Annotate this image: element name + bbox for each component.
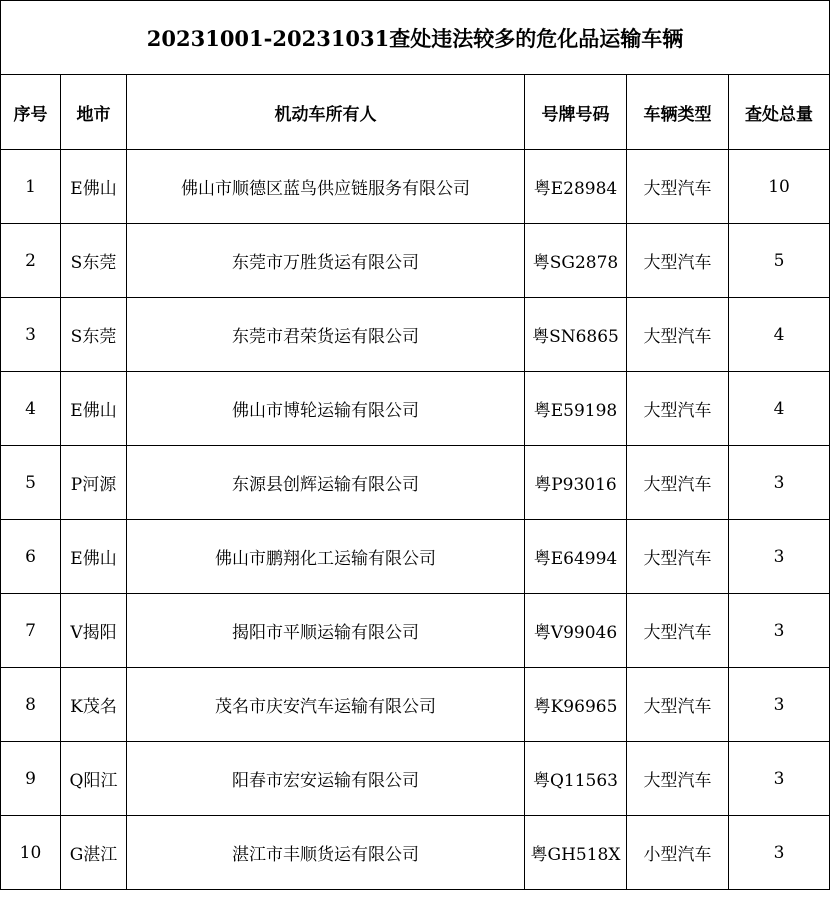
cell-vehicle-type: 大型汽车 (627, 150, 729, 224)
cell-total: 4 (729, 298, 830, 372)
cell-owner: 佛山市博轮运输有限公司 (127, 372, 525, 446)
table-row (1, 446, 830, 520)
cell-index: 5 (1, 446, 61, 520)
cell-owner: 佛山市鹏翔化工运输有限公司 (127, 520, 525, 594)
cell-plate: 粤V99046 (525, 594, 627, 668)
cell-plate: 粤E59198 (525, 372, 627, 446)
cell-index: 1 (1, 150, 61, 224)
cell-total: 3 (729, 742, 830, 816)
cell-index: 7 (1, 594, 61, 668)
cell-owner: 茂名市庆安汽车运输有限公司 (127, 668, 525, 742)
cell-plate: 粤Q11563 (525, 742, 627, 816)
cell-city: E佛山 (61, 520, 127, 594)
cell-city: G湛江 (61, 816, 127, 890)
table-row (1, 742, 830, 816)
cell-plate: 粤GH518X (525, 816, 627, 890)
cell-owner: 揭阳市平顺运输有限公司 (127, 594, 525, 668)
header-total: 查处总量 (729, 75, 830, 150)
cell-plate: 粤K96965 (525, 668, 627, 742)
table-row (1, 298, 830, 372)
table-row (1, 594, 830, 668)
cell-index: 8 (1, 668, 61, 742)
cell-total: 4 (729, 372, 830, 446)
cell-plate: 粤SN6865 (525, 298, 627, 372)
cell-index: 10 (1, 816, 61, 890)
cell-vehicle-type: 大型汽车 (627, 594, 729, 668)
cell-owner: 阳春市宏安运输有限公司 (127, 742, 525, 816)
cell-vehicle-type: 小型汽车 (627, 816, 729, 890)
cell-city: E佛山 (61, 150, 127, 224)
cell-vehicle-type: 大型汽车 (627, 742, 729, 816)
cell-city: Q阳江 (61, 742, 127, 816)
cell-owner: 东源县创辉运输有限公司 (127, 446, 525, 520)
cell-total: 5 (729, 224, 830, 298)
table-title: 20231001-20231031查处违法较多的危化品运输车辆 (1, 1, 830, 75)
cell-total: 3 (729, 594, 830, 668)
header-row (1, 75, 830, 150)
cell-total: 10 (729, 150, 830, 224)
cell-plate: 粤SG2878 (525, 224, 627, 298)
table-row (1, 150, 830, 224)
cell-plate: 粤P93016 (525, 446, 627, 520)
cell-owner: 湛江市丰顺货运有限公司 (127, 816, 525, 890)
cell-total: 3 (729, 520, 830, 594)
cell-city: S东莞 (61, 224, 127, 298)
header-owner: 机动车所有人 (127, 75, 525, 150)
header-city: 地市 (61, 75, 127, 150)
cell-vehicle-type: 大型汽车 (627, 446, 729, 520)
cell-city: V揭阳 (61, 594, 127, 668)
cell-plate: 粤E28984 (525, 150, 627, 224)
cell-index: 6 (1, 520, 61, 594)
header-vehicle-type: 车辆类型 (627, 75, 729, 150)
header-index: 序号 (1, 75, 61, 150)
cell-owner: 东莞市万胜货运有限公司 (127, 224, 525, 298)
title-row (1, 1, 830, 75)
cell-index: 3 (1, 298, 61, 372)
cell-city: S东莞 (61, 298, 127, 372)
cell-vehicle-type: 大型汽车 (627, 668, 729, 742)
table-row (1, 224, 830, 298)
cell-total: 3 (729, 816, 830, 890)
cell-city: P河源 (61, 446, 127, 520)
cell-vehicle-type: 大型汽车 (627, 298, 729, 372)
cell-total: 3 (729, 668, 830, 742)
cell-owner: 佛山市顺德区蓝鸟供应链服务有限公司 (127, 150, 525, 224)
table-row (1, 520, 830, 594)
cell-owner: 东莞市君荣货运有限公司 (127, 298, 525, 372)
cell-vehicle-type: 大型汽车 (627, 372, 729, 446)
cell-plate: 粤E64994 (525, 520, 627, 594)
cell-index: 4 (1, 372, 61, 446)
table-row (1, 372, 830, 446)
cell-index: 2 (1, 224, 61, 298)
cell-city: E佛山 (61, 372, 127, 446)
table-row (1, 668, 830, 742)
table-row (1, 816, 830, 890)
cell-vehicle-type: 大型汽车 (627, 224, 729, 298)
cell-vehicle-type: 大型汽车 (627, 520, 729, 594)
header-plate: 号牌号码 (525, 75, 627, 150)
cell-total: 3 (729, 446, 830, 520)
cell-index: 9 (1, 742, 61, 816)
cell-city: K茂名 (61, 668, 127, 742)
